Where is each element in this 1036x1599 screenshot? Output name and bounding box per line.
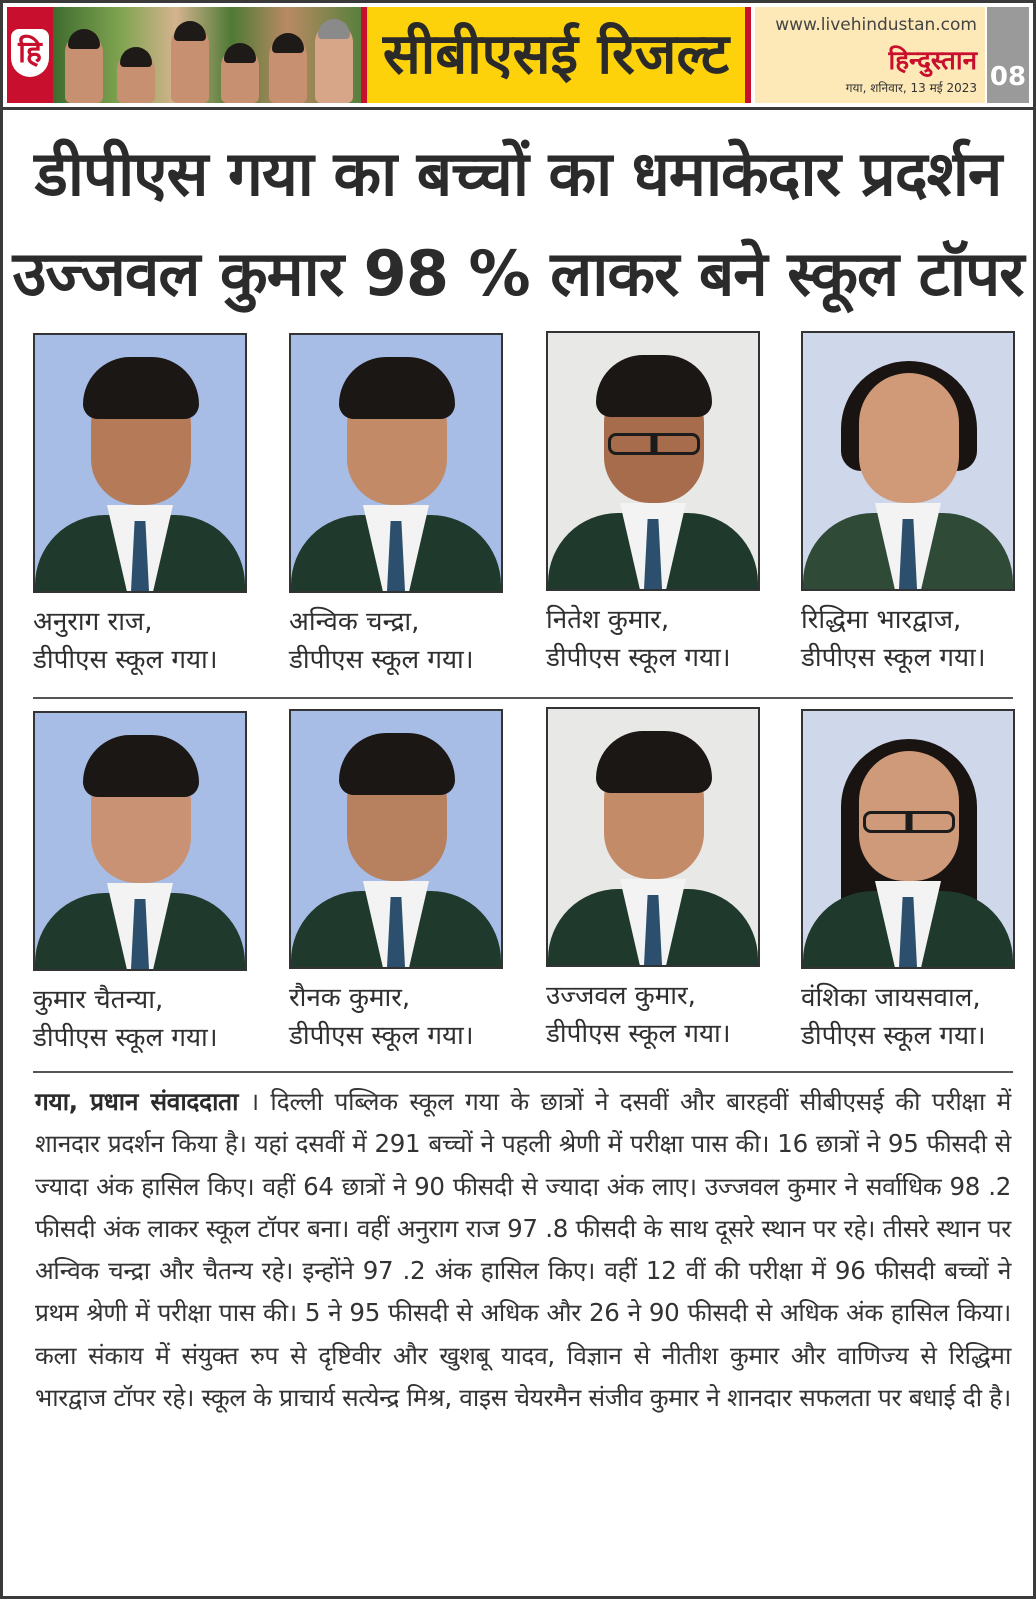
student-name: रौनक कुमार, xyxy=(289,983,411,1013)
logo-shield-icon: हि xyxy=(11,29,49,77)
student-name: रिद्धिमा भारद्वाज, xyxy=(801,605,962,635)
student-school: डीपीएस स्कूल गया। xyxy=(801,643,986,673)
issue-date: गया, शनिवार, 13 मई 2023 xyxy=(845,81,977,95)
student-name: अन्विक चन्द्रा, xyxy=(289,607,420,637)
strip-face xyxy=(171,25,209,103)
strip-face xyxy=(269,37,307,103)
glasses-icon xyxy=(863,811,955,833)
headline-line-2: उज्जवल कुमार 98 % लाकर बने स्कूल टॉपर xyxy=(12,237,1024,310)
student-photo xyxy=(801,709,1015,969)
student-card xyxy=(801,331,1013,677)
student-name: कुमार चैतन्या, xyxy=(33,985,164,1015)
student-school: डीपीएस स्कूल गया। xyxy=(33,645,218,675)
student-card xyxy=(546,331,758,677)
section-divider xyxy=(33,1071,1013,1073)
page-number: 08 xyxy=(987,7,1029,103)
hindustan-logo xyxy=(7,7,53,103)
student-card xyxy=(801,709,1013,1055)
student-card xyxy=(546,707,758,1053)
student-card xyxy=(33,333,245,679)
article-text: । दिल्ली पब्लिक स्कूल गया के छात्रों ने दसवीं और बारहवीं सीबीएसई की परीक्षा में शानदार प्रदर्शन किया है। यहां दसवीं में 291 बच्चों ने पहली श्रेणी में परीक्षा पास की। 16 छात्रों ने 95 फीसदी से ज्यादा अंक हासिल किए। वहीं 64 छात्रों ने 90 फीसदी से ज्यादा अंक लाए। उज्जवल कुमार ने सर्वाधिक 98 .2 फीसदी अंक लाकर स्कूल टॉपर बना। वहीं अनुराग राज 97 .8 फीसदी के साथ दूसरे स्थान पर रहे। तीसरे स्थान पर अन्विक चन्द्रा और चैतन्य रहे। इन्होंने 97 .2 अंक हासिल किए। वहीं 12 वीं की परीक्षा में 96 फीसदी बच्चों ने प्रथम श्रेणी में परीक्षा पास की। 5 ने 95 फीसदी से अधिक और 26 ने 90 फीसदी से अधिक अंक हासिल किया। कला संकाय में संयुक्त रुप से दृष्टिवीर और खुशबू यादव, विज्ञान से नीतीश कुमार और वाणिज्य से रिद्धिमा भारद्वाज टॉपर रहे। स्कूल के प्राचार्य सत्येन्द्र मिश्र, वाइस चेयरमैन संजीव कुमार ने शानदार सफलता पर बधाई दी है। xyxy=(35,1087,1011,1413)
student-photo xyxy=(289,333,503,593)
publication-box xyxy=(755,7,985,103)
strip-face xyxy=(65,33,103,103)
student-school: डीपीएस स्कूल गया। xyxy=(546,643,731,673)
student-photo xyxy=(33,333,247,593)
row-divider xyxy=(33,697,1013,699)
student-card xyxy=(33,711,245,1057)
masthead-photo-strip xyxy=(53,7,361,103)
glasses-icon xyxy=(608,433,700,455)
strip-face xyxy=(117,51,155,103)
strip-face xyxy=(315,23,353,103)
article-dateline: गया, प्रधान संवाददाता xyxy=(35,1087,239,1116)
student-photo xyxy=(546,331,760,591)
student-card xyxy=(289,333,501,679)
article-body xyxy=(35,1081,1011,1419)
student-school: डीपीएस स्कूल गया। xyxy=(289,645,474,675)
student-photo xyxy=(289,709,503,969)
student-name: वंशिका जायसवाल, xyxy=(801,983,981,1013)
student-school: डीपीएस स्कूल गया। xyxy=(546,1019,731,1049)
student-school: डीपीएस स्कूल गया। xyxy=(33,1023,218,1053)
website-url[interactable]: www.livehindustan.com xyxy=(775,15,977,35)
student-name: नितेश कुमार, xyxy=(546,605,670,635)
student-name: उज्जवल कुमार, xyxy=(546,981,696,1011)
student-card xyxy=(289,709,501,1055)
masthead xyxy=(3,3,1033,110)
headline-line-1: डीपीएस गया का बच्चों का धमाकेदार प्रदर्शन xyxy=(34,137,1002,210)
student-photo xyxy=(546,707,760,967)
student-school: डीपीएस स्कूल गया। xyxy=(289,1021,474,1051)
student-photo xyxy=(801,331,1015,591)
publication-name: हिन्दुस्तान xyxy=(888,46,977,76)
strip-face xyxy=(221,47,259,103)
student-name: अनुराग राज, xyxy=(33,607,153,637)
student-photo xyxy=(33,711,247,971)
section-title: सीबीएसई रिजल्ट xyxy=(361,7,751,103)
student-school: डीपीएस स्कूल गया। xyxy=(801,1021,986,1051)
